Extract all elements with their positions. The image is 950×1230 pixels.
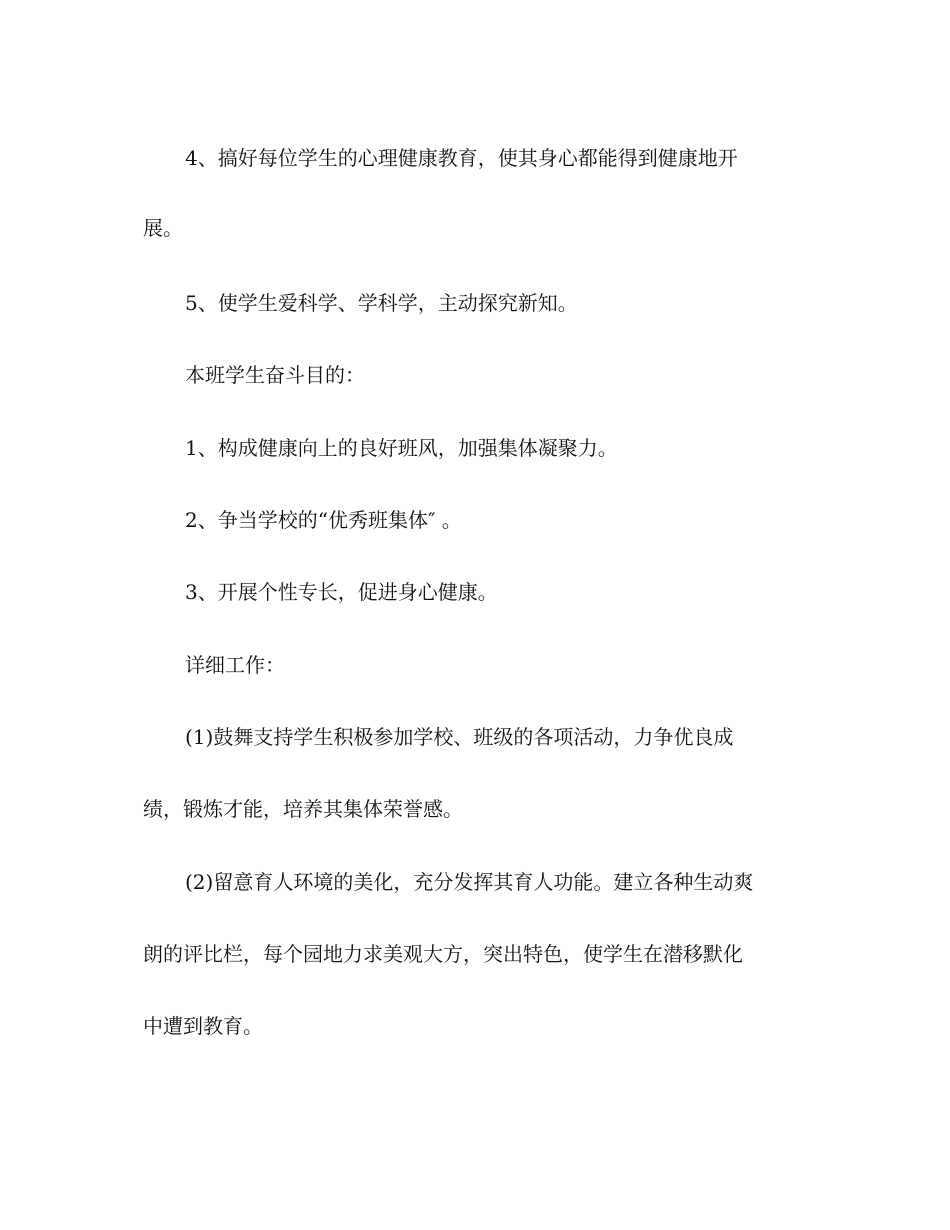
paragraph-item-5: 5、使学生爱科学、学科学，主动探究新知。: [185, 291, 578, 315]
paragraph-work-1-line-2: 绩，锻炼才能，培养其集体荣誉感。: [143, 797, 463, 821]
paragraph-work-2-line-3: 中遭到教育。: [143, 1014, 263, 1038]
paragraph-goal-1: 1、构成健康向上的良好班风，加强集体凝聚力。: [185, 436, 618, 460]
paragraph-goal-2: 2、争当学校的“优秀班集体″ 。: [185, 508, 462, 532]
paragraph-work-1-line-1: (1)鼓舞支持学生积极参加学校、班级的各项活动，力争优良成: [185, 725, 734, 749]
goals-heading: 本班学生奋斗目的：: [185, 363, 365, 387]
paragraph-item-4-line-1: 4、搞好每位学生的心理健康教育，使其身心都能得到健康地开: [185, 146, 738, 170]
paragraph-work-2-line-1: (2)留意育人环境的美化，充分发挥其育人功能。建立各种生动爽: [185, 870, 754, 894]
paragraph-work-2-line-2: 朗的评比栏，每个园地力求美观大方，突出特色，使学生在潜移默化: [143, 942, 743, 966]
paragraph-goal-3: 3、开展个性专长，促进身心健康。: [185, 580, 498, 604]
paragraph-item-4-line-2: 展。: [143, 216, 183, 240]
work-heading: 详细工作：: [185, 653, 285, 677]
